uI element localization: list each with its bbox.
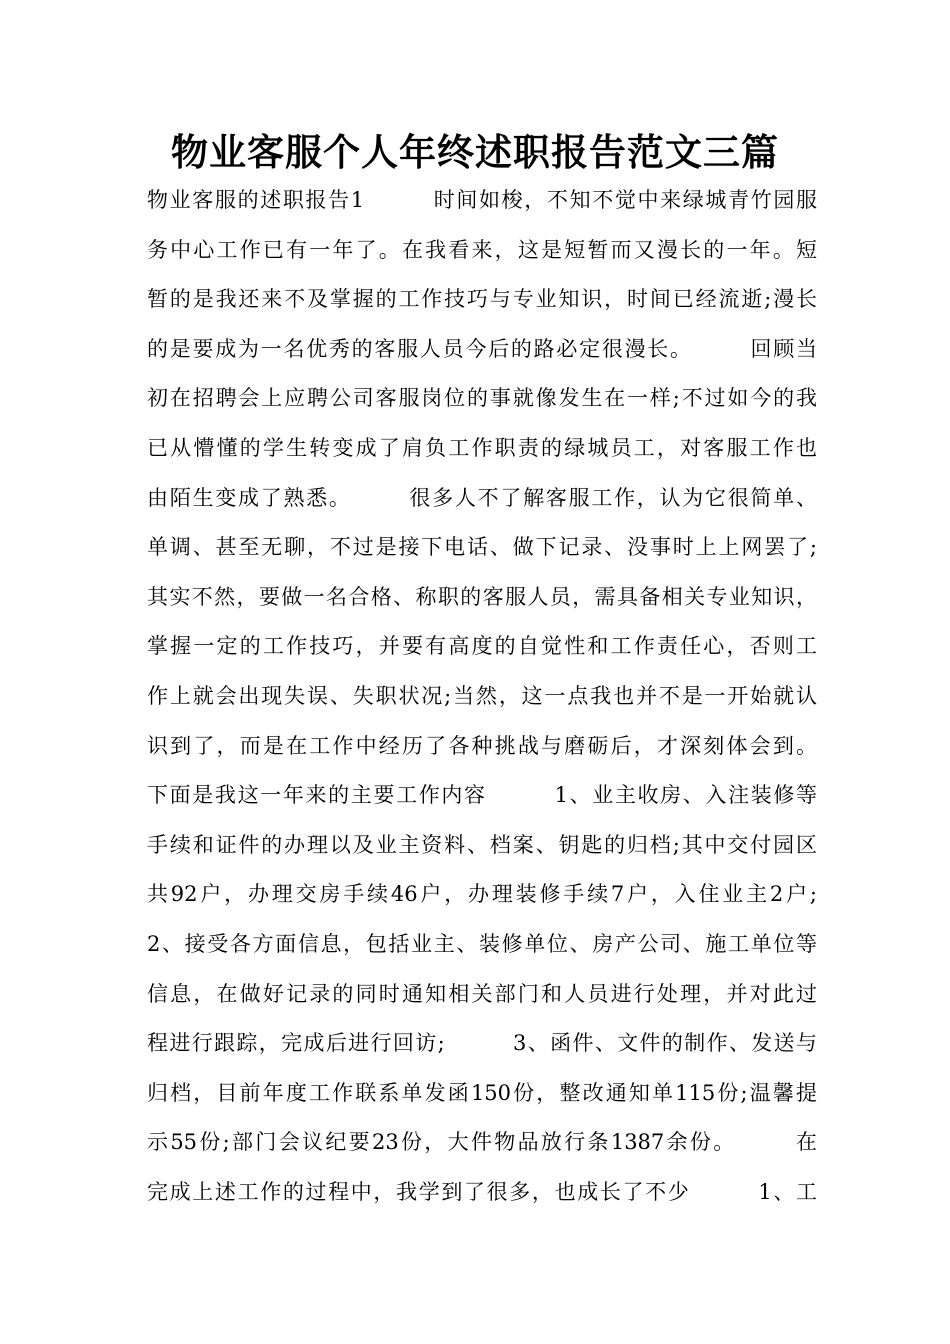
body-line: 归档，目前年度工作联系单发函150份，整改通知单115份;温馨提 [147,1080,817,1105]
body-line: 务中心工作已有一年了。在我看来，这是短暂而又漫长的一年。短 [147,237,817,262]
body-line: 由陌生变成了熟悉。 很多人不了解客服工作，认为它很简单、 [147,485,817,510]
body-line: 完成上述工作的过程中，我学到了很多，也成长了不少 1、工 [147,1179,817,1204]
body-line: 信息，在做好记录的同时通知相关部门和人员进行处理，并对此过 [147,981,817,1006]
body-line: 掌握一定的工作技巧，并要有高度的自觉性和工作责任心，否则工 [147,634,817,659]
body-line: 下面是我这一年来的主要工作内容 1、业主收房、入注装修等 [147,783,817,808]
body-line: 的是要成为一名优秀的客服人员今后的路必定很漫长。 回顾当 [147,336,817,361]
body-line: 初在招聘会上应聘公司客服岗位的事就像发生在一样;不过如今的我 [147,386,817,411]
body-line: 单调、甚至无聊，不过是接下电话、做下记录、没事时上上网罢了; [147,535,817,560]
body-line: 程进行跟踪，完成后进行回访; 3、函件、文件的制作、发送与 [147,1031,817,1056]
body-line: 已从懵懂的学生转变成了肩负工作职责的绿城员工，对客服工作也 [147,435,817,460]
body-line: 暂的是我还来不及掌握的工作技巧与专业知识，时间已经流逝;漫长 [147,287,817,312]
document-title: 物业客服个人年终述职报告范文三篇 [171,131,779,174]
body-line: 手续和证件的办理以及业主资料、档案、钥匙的归档;其中交付园区 [147,832,817,857]
body-line: 其实不然，要做一名合格、称职的客服人员，需具备相关专业知识， [147,584,817,609]
body-line: 2、接受各方面信息，包括业主、装修单位、房产公司、施工单位等 [147,931,817,956]
body-line: 示55份;部门会议纪要23份，大件物品放行条1387余份。 在 [147,1130,817,1155]
document-body [147,176,817,1217]
body-line: 共92户，办理交房手续46户，办理装修手续7户，入住业主2户; [147,882,817,907]
body-line: 作上就会出现失误、失职状况;当然，这一点我也并不是一开始就认 [147,683,817,708]
body-line: 识到了，而是在工作中经历了各种挑战与磨砺后，才深刻体会到。 [147,733,817,758]
body-line: 物业客服的述职报告1 时间如梭，不知不觉中来绿城青竹园服 [147,188,817,212]
